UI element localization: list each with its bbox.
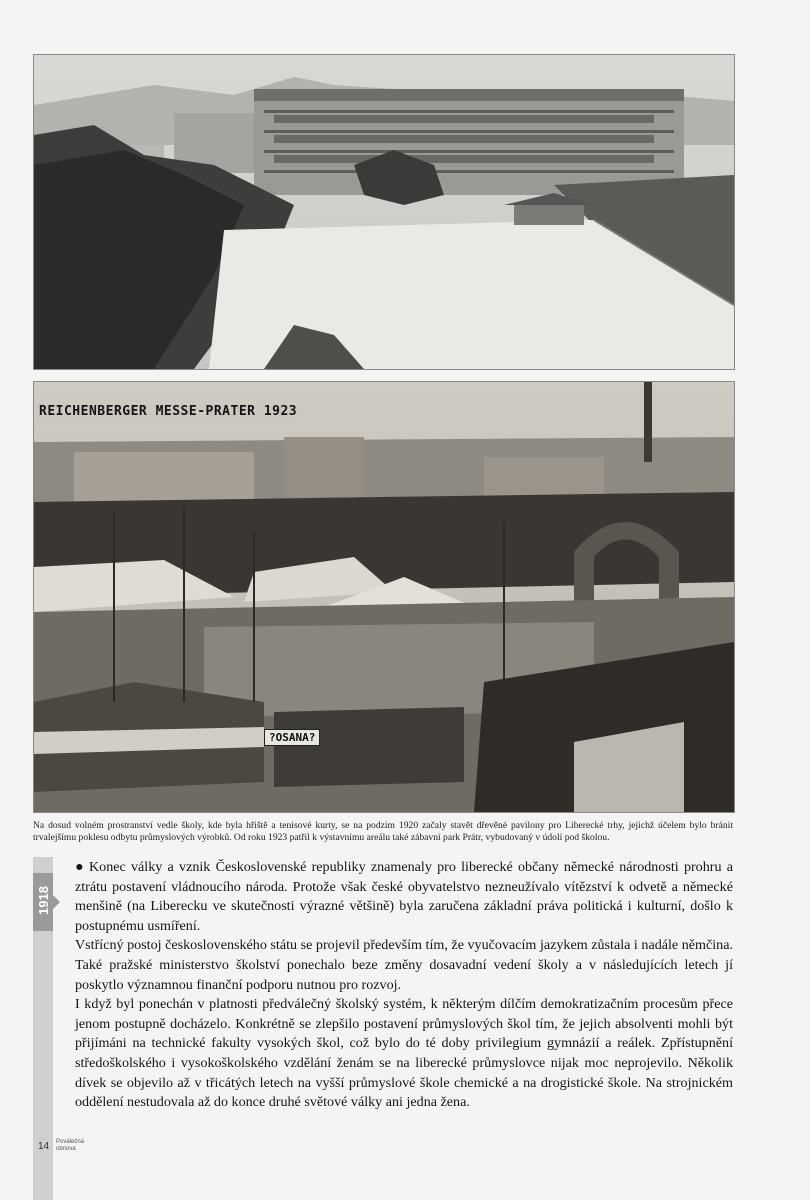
photo-messe-prater <box>33 381 735 813</box>
photo-school-building-image <box>34 55 734 369</box>
paragraph: Vstřícný postoj československého státu se projevil především tím, že vyučovacím jazykem zůstala i nadále němčina. Také pražské ministerstvo školství ponechalo beze změny dosavadní vedení školy a v následujících letech jí poskytlo významnou finanční podporu nutnou pro rozvoj. <box>75 937 733 993</box>
paragraph: ● Konec války a vznik Československé republiky znamenaly pro liberecké občany německé národnosti prohru a ztrátu postavení vládnoucího národa. Protože však české obyvatelstvo nezneužívalo vítězství k odvetě a německé menšině (na Liberecku ve skutečnosti výrazné většině) byla zaručena základní práva politická i kulturní, došlo k postupnému usmíření. <box>75 859 733 934</box>
chapter-label: Poválečná obnova <box>56 1139 85 1152</box>
body-text <box>75 858 733 1113</box>
year-label: 1918 <box>36 886 51 915</box>
photo-school-building <box>33 54 735 370</box>
photo-title: REICHENBERGER MESSE-PRATER 1923 <box>36 404 300 419</box>
bullet-icon: ● <box>75 859 84 875</box>
paragraph: I když byl ponechán v platnosti předválečný školský systém, k některým dílčím demokratizačním procesům přece jenom postupně docházelo. Konkrétně se zlepšilo postavení průmyslových škol tím, že jejich absolventi mohli být přijímáni na technické fakulty vysokých škol, což bylo do té doby privilegium gymnázií a reálek. Zpřístupnění středoškolského i vysokoškolského vzdělání ženám se na liberecké průmyslovce nijak moc neprojevilo. Několik dívek se objevilo až v třicátých letech na vyšší průmyslové škole chemické a na drogistické škole. Na strojnickém oddělení nestudovala až do konce druhé světové války ani jedna žena. <box>75 996 733 1111</box>
page-number: 14 <box>38 1141 50 1152</box>
photo-caption: Na dosud volném prostranství vedle školy, kde byla hřiště a tenisové kurty, se na podzim 1920 začaly stavět dřevěné pavilony pro Liberecké trhy, jejichž účelem bylo bránit trvalejšímu poklesu odbytu průmyslových výrobků. Od roku 1923 patřil k výstavnímu areálu také zábavní park Prátr, vybudovaný v údolí pod školou. <box>33 820 733 843</box>
photo-messe-prater-image <box>34 382 734 812</box>
photo-sign: ?OSANA? <box>264 729 320 746</box>
